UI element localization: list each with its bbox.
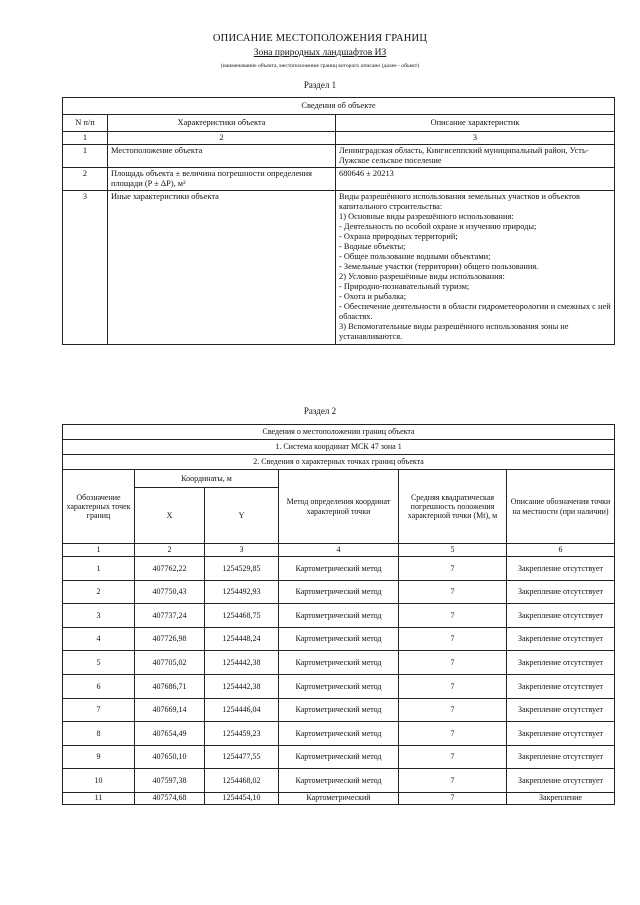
point-description: Закрепление отсутствует [507, 674, 615, 698]
permitted-use-line: Виды разрешённого использования земельных участков и объектов капитального строительства: [339, 192, 580, 211]
column-header: Характеристики объекта [108, 115, 336, 132]
object-name [0, 48, 640, 58]
point-description: Закрепление отсутствует [507, 627, 615, 651]
error-value: 7 [399, 604, 507, 628]
section-2-heading: Раздел 2 [303, 406, 337, 416]
column-number: 6 [507, 544, 615, 557]
coord-y: 1254446,04 [205, 698, 279, 722]
point-number: 1 [63, 557, 135, 581]
column-header-point: Обозначение характерных точек границ [63, 470, 135, 544]
coord-y: 1254468,75 [205, 604, 279, 628]
object-info-table [62, 97, 615, 345]
permitted-use-line: - Обеспечение деятельности в области гидрометеорологии и смежных с ней областях. [339, 302, 611, 321]
point-number: 3 [63, 604, 135, 628]
method: Картометрический метод [279, 651, 399, 675]
column-header-x: X [135, 488, 205, 544]
error-value: 7 [399, 674, 507, 698]
column-header-y: Y [205, 488, 279, 544]
point-number: 2 [63, 580, 135, 604]
error-value: 7 [399, 722, 507, 746]
point-description: Закрепление отсутствует [507, 722, 615, 746]
point-number: 5 [63, 651, 135, 675]
coord-x: 407762,22 [135, 557, 205, 581]
table-row [63, 769, 615, 793]
column-number: 4 [279, 544, 399, 557]
coord-y: 1254492,93 [205, 580, 279, 604]
coord-y: 1254442,38 [205, 674, 279, 698]
point-description: Закрепление отсутствует [507, 651, 615, 675]
error-value: 7 [399, 580, 507, 604]
column-header-error: Средняя квадратическая погрешность положения характерной точки (Mt), м [399, 470, 507, 544]
error-value: 7 [399, 792, 507, 804]
coord-y: 1254448,24 [205, 627, 279, 651]
coord-x: 407750,43 [135, 580, 205, 604]
point-number: 7 [63, 698, 135, 722]
permitted-use-line: 1) Основные виды разрешённого использования: [339, 212, 514, 221]
table-row [63, 674, 615, 698]
column-header: Описание характеристик [336, 115, 615, 132]
permitted-use-line: - Деятельность по особой охране и изучению природы; [339, 222, 537, 231]
coord-x: 407650,10 [135, 745, 205, 769]
point-number: 11 [63, 792, 135, 804]
table-row [63, 168, 615, 191]
coord-y: 1254442,38 [205, 651, 279, 675]
object-name-text: Зона природных ландшафтов ИЗ [253, 48, 387, 58]
method: Картометрический метод [279, 769, 399, 793]
error-value: 7 [399, 557, 507, 581]
coord-x: 407726,98 [135, 627, 205, 651]
permitted-use-line: - Водные объекты; [339, 242, 406, 251]
column-number: 2 [135, 544, 205, 557]
coord-x: 407574,68 [135, 792, 205, 804]
table-row [63, 792, 615, 804]
table-row [63, 651, 615, 675]
points-subcaption: 2. Сведения о характерных точках границ объекта [63, 455, 615, 470]
characteristic-value: 680646 ± 20213 [336, 168, 615, 191]
permitted-use-line: - Земельные участки (территории) общего пользования. [339, 262, 539, 271]
method: Картометрический метод [279, 698, 399, 722]
permitted-use-line: 2) Условно разрешённые виды использования: [339, 272, 505, 281]
characteristic-value-list [336, 191, 615, 345]
permitted-use-line: - Охрана природных территорий; [339, 232, 458, 241]
coord-x: 407686,71 [135, 674, 205, 698]
column-number: 1 [63, 544, 135, 557]
error-value: 7 [399, 745, 507, 769]
row-number: 3 [63, 191, 108, 345]
point-description: Закрепление отсутствует [507, 580, 615, 604]
point-description: Закрепление отсутствует [507, 769, 615, 793]
row-number: 1 [63, 145, 108, 168]
coord-y: 1254468,02 [205, 769, 279, 793]
boundary-points-table [62, 424, 615, 805]
point-rows [63, 557, 615, 805]
method: Картометрический метод [279, 722, 399, 746]
table-row [63, 722, 615, 746]
section-1-heading: Раздел 1 [303, 80, 337, 90]
point-description: Закрепление [507, 792, 615, 804]
table-row [63, 627, 615, 651]
error-value: 7 [399, 698, 507, 722]
coord-x: 407654,49 [135, 722, 205, 746]
error-value: 7 [399, 769, 507, 793]
method: Картометрический метод [279, 745, 399, 769]
table-row [63, 557, 615, 581]
coordinate-system: 1. Система координат МСК 47 зона 1 [63, 440, 615, 455]
coord-y: 1254454,10 [205, 792, 279, 804]
column-number: 1 [63, 132, 108, 145]
method: Картометрический метод [279, 627, 399, 651]
coord-x: 407597,38 [135, 769, 205, 793]
point-description: Закрепление отсутствует [507, 604, 615, 628]
column-number: 3 [336, 132, 615, 145]
point-number: 8 [63, 722, 135, 746]
permitted-use-line: - Общее пользование водными объектами; [339, 252, 491, 261]
permitted-use-line: - Природно-познавательный туризм; [339, 282, 470, 291]
coord-y: 1254529,85 [205, 557, 279, 581]
table-row [63, 145, 615, 168]
point-description: Закрепление отсутствует [507, 557, 615, 581]
document-title: ОПИСАНИЕ МЕСТОПОЛОЖЕНИЯ ГРАНИЦ [212, 33, 428, 44]
point-description: Закрепление отсутствует [507, 745, 615, 769]
table-row [63, 191, 615, 345]
permitted-use-line: - Охота и рыбалка; [339, 292, 407, 301]
characteristic-value: Ленинградская область, Кингисеппский муниципальный район, Усть-Лужское сельское поселение [336, 145, 615, 168]
point-number: 6 [63, 674, 135, 698]
method: Картометрический метод [279, 674, 399, 698]
permitted-use-line: 3) Вспомогательные виды разрешённого использования зоны не устанавливаются. [339, 322, 569, 341]
column-number: 5 [399, 544, 507, 557]
method: Картометрический метод [279, 580, 399, 604]
table-row [63, 604, 615, 628]
error-value: 7 [399, 651, 507, 675]
coord-x: 407669,14 [135, 698, 205, 722]
method: Картометрический метод [279, 604, 399, 628]
object-name-note: (наименование объекта, местоположение границ которого описано (далее - объект) [220, 63, 420, 69]
column-header-coordinates: Координаты, м [135, 470, 279, 488]
point-number: 10 [63, 769, 135, 793]
row-number: 2 [63, 168, 108, 191]
method: Картометрический метод [279, 557, 399, 581]
column-number: 2 [108, 132, 336, 145]
characteristic-name: Площадь объекта ± величина погрешности определения площади (P ± ΔP), м² [108, 168, 336, 191]
table-row [63, 698, 615, 722]
table-row [63, 580, 615, 604]
boundary-caption: Сведения о местоположении границ объекта [63, 425, 615, 440]
coord-y: 1254477,55 [205, 745, 279, 769]
error-value: 7 [399, 627, 507, 651]
column-header-description: Описание обозначения точки на местности (при наличии) [507, 470, 615, 544]
coord-x: 407705,02 [135, 651, 205, 675]
column-header: N п/п [63, 115, 108, 132]
characteristic-name: Местоположение объекта [108, 145, 336, 168]
object-info-caption: Сведения об объекте [63, 98, 615, 115]
point-description: Закрепление отсутствует [507, 698, 615, 722]
method: Картометрический [279, 792, 399, 804]
coord-y: 1254459,23 [205, 722, 279, 746]
column-number: 3 [205, 544, 279, 557]
point-number: 4 [63, 627, 135, 651]
table-row [63, 745, 615, 769]
point-number: 9 [63, 745, 135, 769]
coord-x: 407737,24 [135, 604, 205, 628]
column-header-method: Метод определения координат характерной точки [279, 470, 399, 544]
characteristic-name: Иные характеристики объекта [108, 191, 336, 345]
